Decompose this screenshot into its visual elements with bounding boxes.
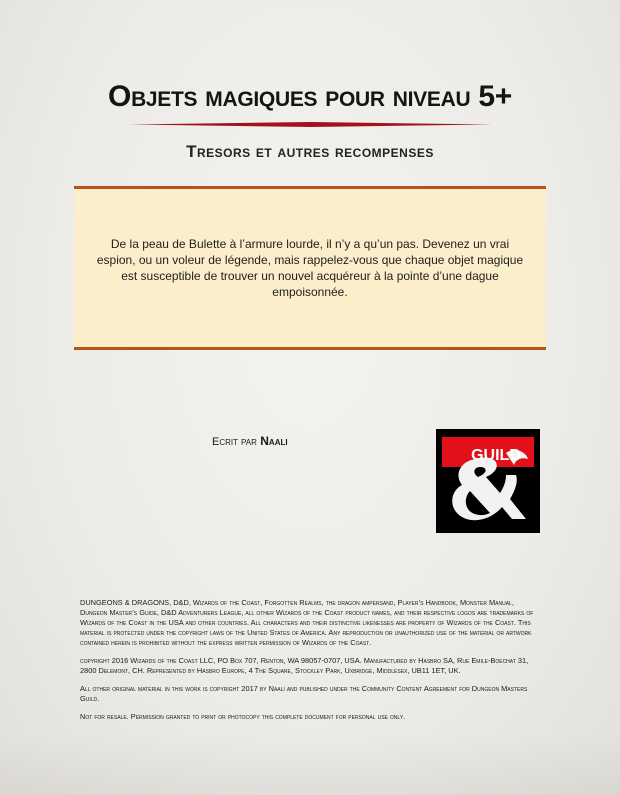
document-title: Objets magiques pour niveau 5+ xyxy=(108,80,512,113)
document-subtitle: Tresors et autres recompenses xyxy=(186,142,434,161)
legal-trademarks: DUNGEONS & DRAGONS, D&D, Wizards of the Coast, Forgotten Realms, the dragon ampersand, Player’s Handbook, Monster Manual, Dungeon Master’s Guide, D&D Adventurers League, all other Wizards of the Coast product names, and their respective logos are trademarks of Wizards of the Coast in the USA and other countries. All characters and their distinctive likenesses are property of Wizards of the Coast. This material is protected under the copyright laws of the United States of America. Any reproduction or unauthorized use of the material or artwork contained herein is prohibited without the express written permission of Wizards of the Coast. xyxy=(80,598,534,647)
legal-copyright: copyright 2016 Wizards of the Coast LLC, PO Box 707, Renton, WA 98057-0707, USA. Manufactured by Hasbro SA, Rue Emile-Boechat 31, 2800 Delemont, CH. Represented by Hasbro Europe, 4 The Square, Stockley Park, Uxbridge, Middlesex, UB11 1ET, UK. xyxy=(80,656,529,675)
dnd-guild-logo-icon xyxy=(436,429,540,533)
logo-guild-text: GUILD xyxy=(471,447,521,464)
author-name: Naali xyxy=(260,434,288,448)
author-credit xyxy=(212,434,288,448)
legal-notice xyxy=(80,598,542,730)
title-underline xyxy=(130,122,492,127)
author-label: Ecrit par xyxy=(212,436,257,448)
legal-original-material: All other original material in this work is copyright 2017 by Naali and published under the Community Content Agreement for Dungeon Masters Guild. xyxy=(80,684,528,703)
legal-not-for-resale: Not for resale. Permission granted to print or photocopy this complete document for personal use only. xyxy=(80,712,406,721)
intro-text: De la peau de Bulette à l’armure lourde, il n’y a qu’un pas. Devenez un vrai espion, ou un voleur de légende, mais rappelez-vous que chaque objet magique est susceptible de trouver un nouvel acquéreur à la pointe d’une dague empoisonnée. xyxy=(96,237,524,299)
ampersand-logo-graphic xyxy=(436,429,540,533)
intro-callout xyxy=(74,186,546,350)
